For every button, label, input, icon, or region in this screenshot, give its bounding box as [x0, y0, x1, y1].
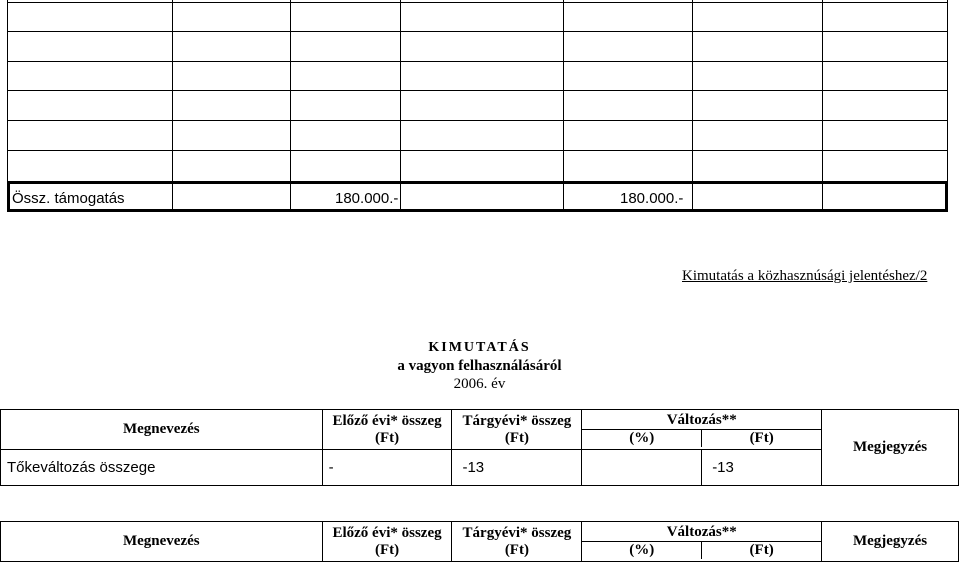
header-curr: Tárgyévi* összeg (Ft) [452, 410, 582, 450]
header-name: Megnevezés [1, 522, 323, 562]
summary-label: Össz. támogatás [12, 190, 125, 207]
row-prev: - [322, 450, 452, 486]
grid-line [7, 61, 948, 62]
header-change: Változás** (%) (Ft) [582, 410, 822, 450]
grid-line [822, 0, 823, 181]
grid-line [290, 0, 291, 181]
row-curr: -13 [452, 450, 582, 486]
summary-row [7, 181, 948, 212]
row-name: Tőkeváltozás összege [1, 450, 323, 486]
row-pct [582, 450, 702, 486]
table-second [0, 521, 959, 562]
grid-line [7, 2, 948, 3]
summary-prev-amount: 180.000.- [335, 190, 399, 207]
header-curr: Tárgyévi* összeg (Ft) [452, 522, 582, 562]
header-prev: Előző évi* összeg (Ft) [322, 522, 452, 562]
summary-current-amount: 180.000.- [620, 190, 684, 207]
page-subtitle: a vagyon felhasználásáról [397, 358, 562, 374]
header-name: Megnevezés [1, 410, 323, 450]
grid-line [7, 150, 948, 151]
header-prev: Előző évi* összeg (Ft) [322, 410, 452, 450]
table-asset-usage [0, 409, 959, 486]
grid-line [7, 90, 948, 91]
grid-line [947, 0, 948, 181]
grid-line [563, 0, 564, 181]
grid-line [172, 0, 173, 181]
row-ft: -13 [702, 450, 822, 486]
grid-line [400, 0, 401, 181]
header-note: Megjegyzés [822, 522, 959, 562]
table-row [1, 450, 959, 486]
header-change: Változás** (%) (Ft) [582, 522, 822, 562]
grid-line [7, 31, 948, 32]
header-note: Megjegyzés [822, 410, 959, 486]
report-reference: Kimutatás a közhasznúsági jelentéshez/2 [682, 268, 928, 284]
page-year: 2006. év [453, 376, 506, 392]
grid-line [692, 0, 693, 181]
grid-line [7, 120, 948, 121]
page-title: KIMUTATÁS [428, 340, 531, 355]
grid-line [7, 0, 8, 181]
